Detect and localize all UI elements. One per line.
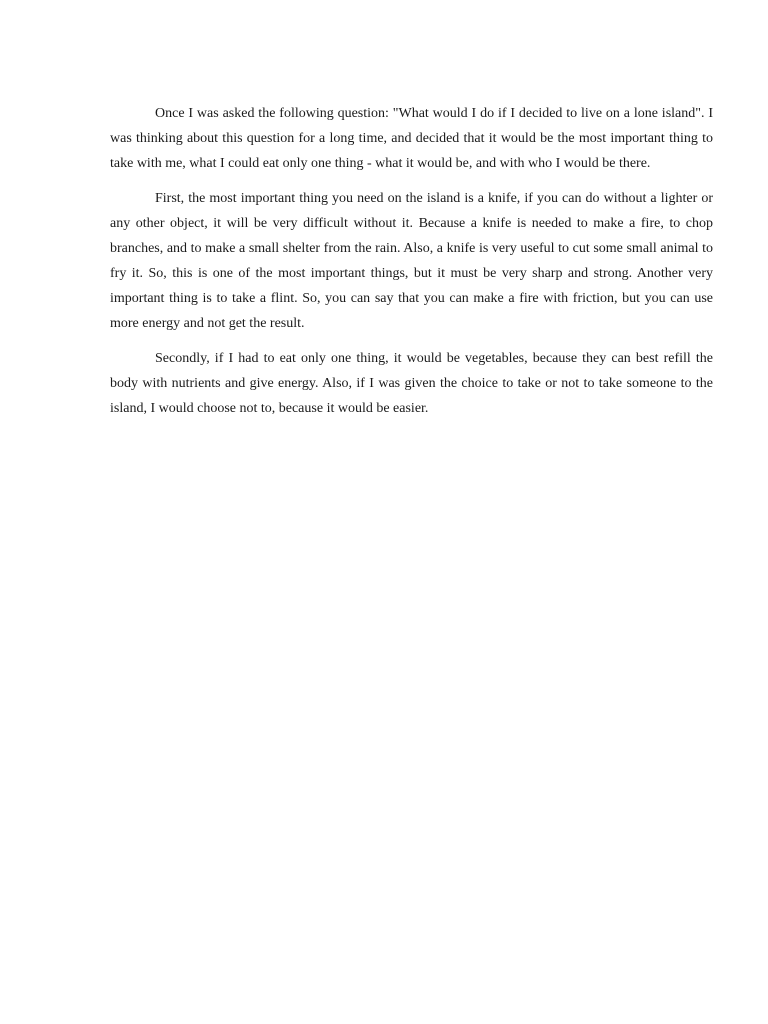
- document-body: [110, 101, 713, 431]
- paragraph-1: Once I was asked the following question: "What would I do if I decided to live on a lone island". I was thinking about this question for a long time, and decided that it would be the most important thing to take with me, what I could eat only one thing - what it would be, and with who I would be there.: [110, 106, 713, 171]
- paragraph-3: Secondly, if I had to eat only one thing, it would be vegetables, because they can best refill the body with nutrients and give energy. Also, if I was given the choice to take or not to take someone to the island, I would choose not to, because it would be easier.: [110, 351, 713, 416]
- paragraph-2: First, the most important thing you need on the island is a knife, if you can do without a lighter or any other object, it will be very difficult without it. Because a knife is needed to make a fire, to chop branches, and to make a small shelter from the rain. Also, a knife is very useful to cut some small animal to fry it. So, this is one of the most important things, but it must be very sharp and strong. Another very important thing is to take a flint. So, you can say that you can make a fire with friction, but you can use more energy and not get the result.: [110, 191, 713, 331]
